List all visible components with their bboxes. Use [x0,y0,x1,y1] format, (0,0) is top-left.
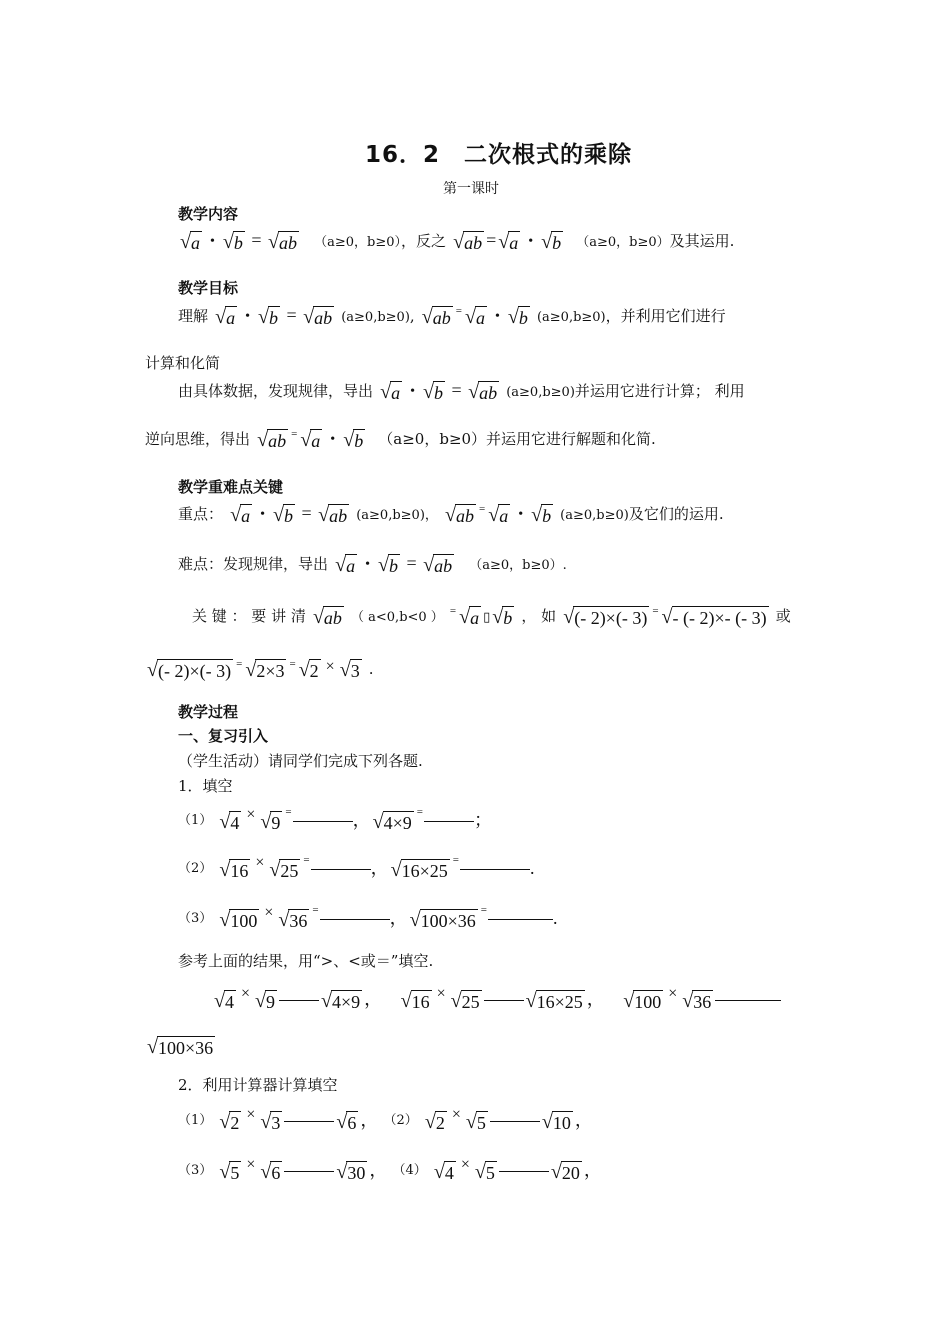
compare-line: √ 4 × √ 9 √ 4×9 ， √ 16 × √ 25 √ 16×25 ， √ 100 × √ 36 [212,985,781,1012]
heading-content: 教学内容 [178,205,239,223]
compare-blank[interactable] [284,1121,334,1122]
answer-blank[interactable] [320,919,390,920]
example-text: ， 如 [521,607,557,625]
condition-text: (a≥0,b≥0)， [356,508,438,523]
goals-line-4 [145,428,656,451]
key-line-2: √ (- 2)×(- 3) = √ 2×3 = √ 2 × √ 3 . [147,658,374,681]
formula-example-2: √ (- 2)×(- 3) = √ 2×3 = √ 2 × √ 3 [147,658,360,681]
formula-product: √ a • √ b = √ ab [180,230,298,253]
goals-text: 逆向思维，得出 [145,430,251,448]
condition-text: （a≥0，b≥0） [314,235,402,250]
heading-keypoints: 教学重难点关键 [178,478,284,496]
key-line-1 [192,605,791,628]
condition-text-2: （a≥0，b≥0） [576,235,670,250]
condition-text: (a≥0,b≥0) [506,385,575,400]
goals-line-1: 理解 √ a • √ b = √ ab (a≥0,b≥0), √ ab = √ a • √ b (a≥0,b≥0)，并利用它们进行 [178,305,726,328]
usage-text: 及其运用. [669,232,735,250]
goals-text: 理解 [178,307,209,325]
formula-product: √ a • √ b = √ ab [230,503,348,526]
compare-blank[interactable] [490,1121,540,1122]
answer-blank[interactable] [293,821,353,822]
item-number: （3） [178,1162,213,1178]
compare-instruction: 参考上面的结果，用“>、<或＝”填空. [178,952,434,970]
formula-converse: √ ab = √ a • √ b [453,230,562,253]
compare-blank[interactable] [284,1171,334,1172]
condition-text-2: (a≥0,b≥0) [560,508,629,523]
compare-blank[interactable] [279,1000,319,1001]
goals-line-3 [178,380,745,403]
goals-line-2: 计算和化简 [145,354,221,372]
item-number: （2） [383,1112,418,1128]
item-number: （1） [178,1112,213,1128]
intro-text: （学生活动）请同学们完成下列各题. [178,752,423,770]
heading-goals: 教学目标 [178,279,239,297]
converse-text: ，反之 [401,232,447,250]
formula-split: = √ a ▯ √ b [449,605,513,628]
formula-converse: √ ab = √ a • √ b [445,503,552,526]
question-2: 2．利用计算器计算填空 [178,1076,338,1094]
compare-blank[interactable] [715,1000,781,1001]
goals-text-2: （a≥0，b≥0）并运用它进行解题和化简. [378,430,656,448]
formula-example: √ (- 2)×(- 3) = √ - (- 2)×- (- 3) [563,605,767,628]
q2-line-1: （1） √ 2 × √ 3 √ 6 ， （2） √ 2 × √ 5 √ 10 ， [178,1106,593,1133]
compare-blank[interactable] [484,1000,524,1001]
keypoint-line [178,503,724,526]
formula-converse: √ ab = √ a • √ b [421,305,528,328]
goals-text-2: ，并利用它们进行 [605,307,726,325]
q2-line-2: （3） √ 5 × √ 6 √ 30 ， （4） √ 4 × √ 5 √ 20 ， [178,1156,602,1183]
goals-text: 由具体数据，发现规律，导出 [178,382,374,400]
lesson-subtitle: 第一课时 [443,181,499,197]
answer-blank[interactable] [488,919,553,920]
q1-item-2: （2） √ 16 × √ 25 = ， √ 16×25 = . [178,854,535,881]
answer-blank[interactable] [460,869,530,870]
or-text: 或 [775,607,791,625]
subheading-review: 一、复习引入 [178,727,269,745]
q1-item-1: （1） √ 4 × √ 9 = ， √ 4×9 = ； [178,806,492,833]
q1-item-3: （3） √ 100 × √ 36 = ， √ 100×36 = . [178,904,558,931]
compare-line-2: √ 100×36 [147,1035,214,1058]
key-text: 关 键 ： 要 讲 清 [192,607,306,625]
item-number: （4） [392,1162,427,1178]
item-number: （2） [178,860,213,876]
formula-sqrt-ab: √ ab [312,605,342,628]
question-1: 1．填空 [178,777,233,795]
content-formula-line [178,230,734,253]
heading-process: 教学过程 [178,703,239,721]
formula-product: √ a • √ b = √ ab [215,305,333,328]
condition-text-2: (a≥0,b≥0) [536,310,606,325]
keypoint-label: 重点： [178,505,224,523]
compare-blank[interactable] [499,1171,549,1172]
answer-blank[interactable] [311,869,371,870]
difficulty-line [178,553,567,576]
formula-converse: √ ab = √ a • √ b [257,428,364,451]
difficulty-text: 难点：发现规律，导出 [178,555,329,573]
condition-text: （ a<0,b<0 ） [351,610,444,625]
goals-text-2: 并运用它进行计算； 利用 [574,382,745,400]
keypoint-text: 及它们的运用. [628,505,724,523]
formula-product: √ a • √ b = √ ab [335,553,453,576]
condition-text: （a≥0，b≥0）. [469,558,567,573]
formula-product: √ a • √ b = √ ab [380,380,498,403]
answer-blank[interactable] [424,821,474,822]
item-number: （3） [178,910,213,926]
page-title: 16．2 二次根式的乘除 [365,142,633,168]
item-number: （1） [178,812,213,828]
condition-text: (a≥0,b≥0) [341,310,410,325]
